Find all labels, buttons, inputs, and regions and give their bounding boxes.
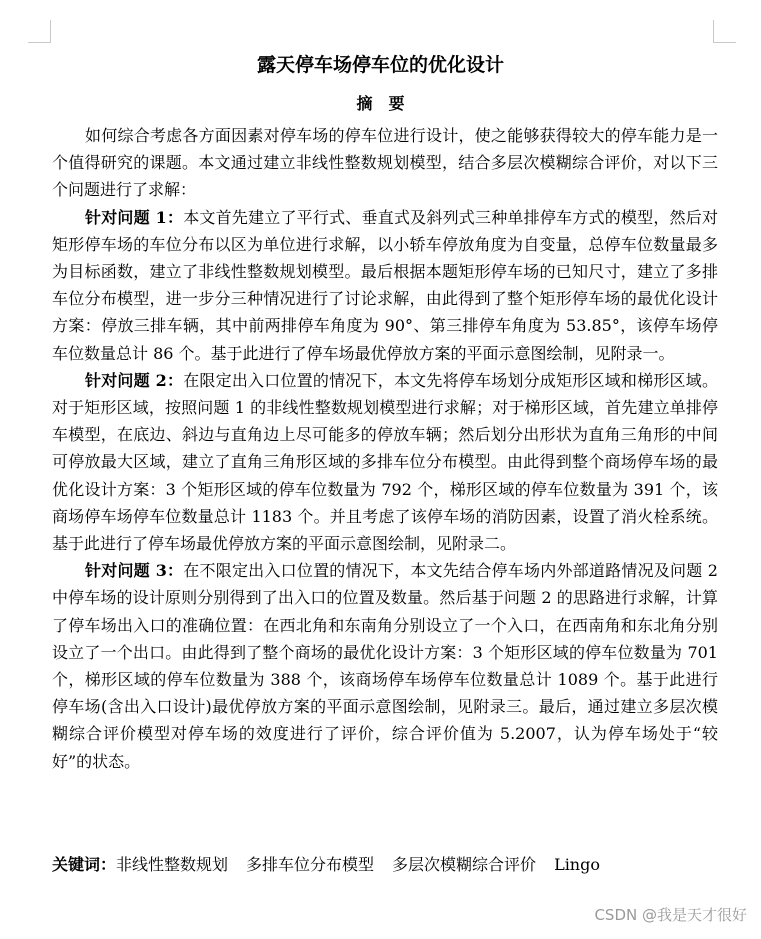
keyword-item: Lingo: [554, 855, 600, 874]
problem-2-paragraph: [52, 367, 718, 557]
abstract-body: [52, 122, 718, 775]
keyword-item: 多排车位分布模型: [246, 855, 375, 874]
problem-2-text: 在限定出入口位置的情况下，本文先将停车场划分成矩形区域和梯形区域。对于矩形区域，按照问题 1 的非线性整数规划模型进行求解；对于梯形区域，首先建立单排停车模型，在底边、斜边与直角边上尽可能多的停放车辆；然后划分出形状为直角三角形的中间可停放最大区域，建立了直角三角形区域的多排车位分布模型。由此得到整个商场停车场的最优化设计方案：3 个矩形区域的停车位数量为 792 个，梯形区域的停车位数量为 391 个，该商场停车场停车位数量总计 1183 个。并且考虑了该停车场的消防因素，设置了消火栓系统。基于此进行了停车场最优停放方案的平面示意图绘制，见附录二。: [52, 370, 718, 554]
problem-3-label: 针对问题 3：: [85, 561, 184, 581]
problem-2-label: 针对问题 2：: [85, 370, 184, 390]
problem-1-paragraph: [52, 204, 718, 367]
problem-3-paragraph: [52, 557, 718, 775]
keywords-line: [52, 852, 732, 878]
keywords-label: 关键词：: [52, 855, 117, 874]
problem-1-label: 针对问题 1：: [85, 207, 184, 227]
document-title: 露天停车场停车位的优化设计: [256, 54, 504, 76]
problem-1-text: 本文首先建立了平行式、垂直式及斜列式三种单排停车方式的模型，然后对矩形停车场的车位分布以区为单位进行求解，以小轿车停放角度为自变量，总停车位数量最多为目标函数，建立了非线性整数规划模型。最后根据本题矩形停车场的已知尺寸，建立了多排车位分布模型，进一步分三种情况进行了讨论求解，由此得到了整个矩形停车场的最优化设计方案：停放三排车辆，其中前两排停车角度为 90°、第三排停车角度为 53.85°，该停车场停车位数量总计 86 个。基于此进行了停车场最优停放方案的平面示意图绘制，见附录一。: [52, 207, 718, 363]
abstract-heading: 摘要: [356, 94, 421, 113]
keyword-item: 非线性整数规划: [116, 855, 229, 874]
problem-3-text: 在不限定出入口位置的情况下，本文先结合停车场内外部道路情况及问题 2 中停车场的设计原则分别得到了出入口的位置及数量。然后基于问题 2 的思路进行求解，计算了停车场出入口的准确位置：在西北角和东南角分别设立了一个入口，在西南角和东北角分别设立了一个出口。由此得到了整个商场的最优化设计方案：3 个矩形区域的停车位数量为 701 个，梯形区域的停车位数量为 388 个，该商场停车场停车位数量总计 1089 个。基于此进行停车场(含出入口设计)最优停放方案的平面示意图绘制，见附录三。最后，通过建立多层次模糊综合评价模型对停车场的效度进行了评价，综合评价值为 5.2007，认为停车场处于“较好”的状态。: [52, 561, 718, 771]
crop-mark-top-right: [713, 20, 736, 43]
crop-mark-top-left: [28, 20, 51, 43]
keyword-item: 多层次模糊综合评价: [392, 855, 537, 874]
intro-paragraph: 如何综合考虑各方面因素对停车场的停车位进行设计，使之能够获得较大的停车能力是一个值得研究的课题。本文通过建立非线性整数规划模型，结合多层次模糊综合评价，对以下三个问题进行了求解：: [52, 126, 718, 200]
csdn-watermark: CSDN @我是天才很好: [594, 906, 747, 924]
